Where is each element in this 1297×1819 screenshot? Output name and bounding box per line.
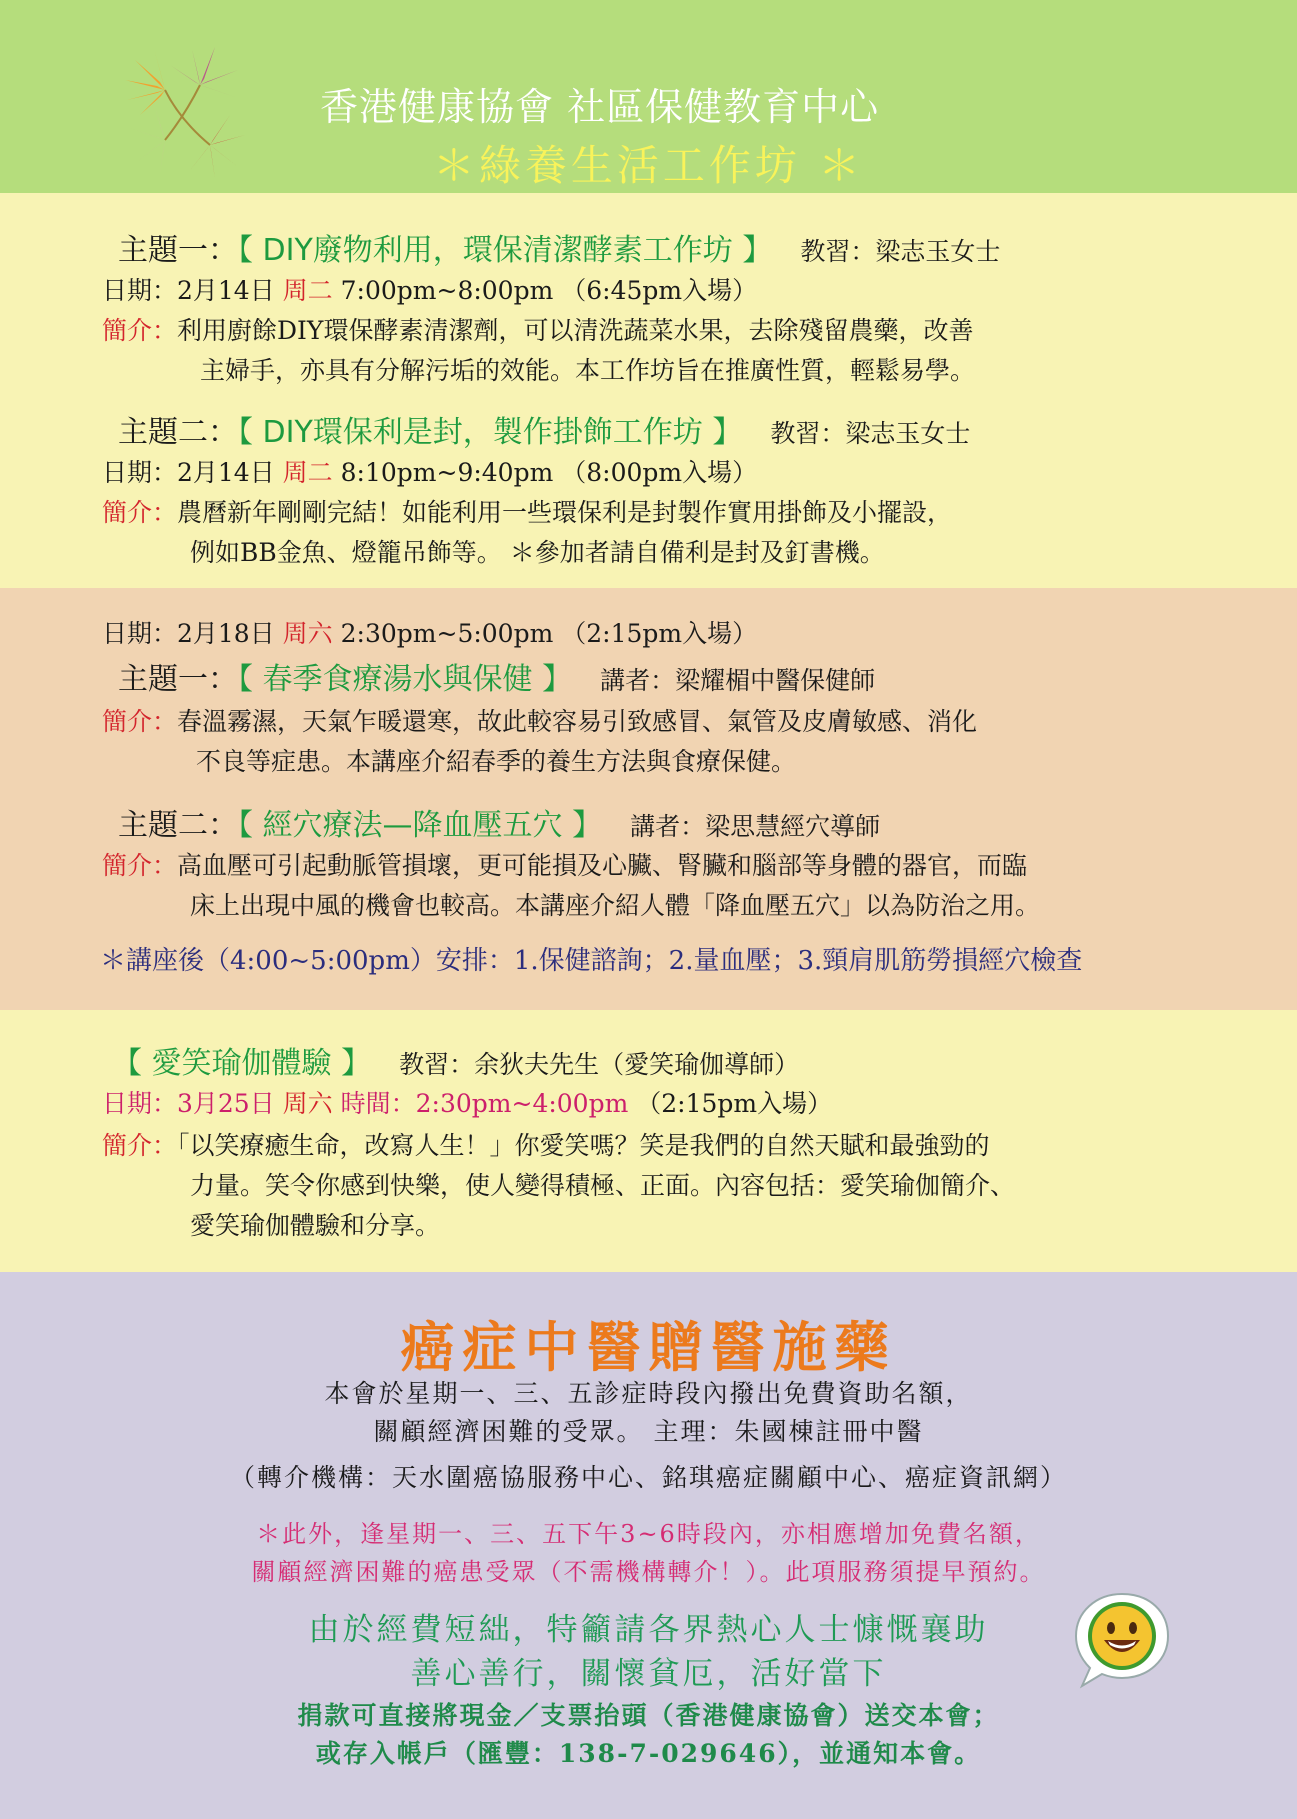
instructor-text: 教習：梁志玉女士 — [770, 419, 971, 448]
time-text: 2:30pm~5:00pm （2:15pm入場） — [340, 619, 758, 648]
intro-line — [102, 493, 952, 529]
date-prefix: 日期：2月18日 — [102, 619, 275, 648]
intro-line — [102, 311, 973, 347]
topic-title: 【 DIY環保利是封，製作掛飾工作坊 】 — [238, 415, 743, 450]
topic-label: 主題一： — [118, 233, 238, 268]
org-title: 香港健康協會 社區保健教育中心 — [320, 85, 880, 129]
donation-instructions: 捐款可直接將現金／支票抬頭（香港健康協會）送交本會； — [297, 1701, 1000, 1730]
extra-quota-note: ＊此外，逢星期一、三、五下午3~6時段內，亦相應增加免費名額， — [256, 1520, 1041, 1548]
header-band — [0, 0, 1297, 193]
speaker-text: 講者：梁思慧經穴導師 — [630, 812, 881, 841]
intro-text: 利用廚餘DIY環保酵素清潔劑，可以清洗蔬菜水果，去除殘留農藥，改善 — [177, 316, 974, 345]
instructor-text: 教習：梁志玉女士 — [800, 237, 1001, 266]
topic-heading — [118, 407, 970, 451]
topic-title: 【 DIY廢物利用，環保清潔酵素工作坊 】 — [238, 233, 773, 268]
cancer-tcm-title: 癌症中醫贈醫施藥 — [400, 1315, 897, 1379]
intro-text: 「以笑療癒生命，改寫人生！」你愛笑嗎？笑是我們的自然天賦和最強勁的 — [177, 1131, 990, 1160]
topic-label: 主題二： — [118, 415, 238, 450]
section-workshops-feb14 — [0, 193, 1297, 588]
smiley-chat-icon — [1072, 1590, 1172, 1690]
workshop-subtitle: ＊綠養生活工作坊 ＊ — [432, 141, 865, 190]
topic-title: 【 愛笑瑜伽體驗 】 — [112, 1046, 372, 1081]
intro-text-cont: 力量。笑令你感到快樂，使人變得積極、正面。內容包括：愛笑瑜伽簡介、 — [190, 1171, 1016, 1200]
instructor-text: 教習：余狄夫先生（愛笑瑜伽導師） — [399, 1050, 800, 1079]
intro-text-cont: 例如BB金魚、燈籠吊飾等。 ＊參加者請自備利是封及釘書機。 — [190, 538, 885, 567]
intro-label: 簡介： — [102, 1131, 178, 1160]
topic-title: 【 春季食療湯水與保健 】 — [238, 662, 573, 697]
date-line — [102, 453, 757, 489]
post-talk-note: ＊講座後（4:00~5:00pm）安排：1.保健諮詢；2.量血壓；3.頸肩肌筋勞損經穴檢查 — [100, 946, 1083, 976]
time-text: 8:10pm~9:40pm （8:00pm入場） — [340, 458, 758, 487]
topic-heading — [112, 1038, 799, 1082]
entry-time: （2:15pm入場） — [636, 1089, 833, 1118]
intro-text-cont: 愛笑瑜伽體驗和分享。 — [190, 1211, 441, 1240]
referral-agencies: （轉介機構：天水圍癌協服務中心、銘琪癌症關顧中心、癌症資訊網） — [229, 1463, 1067, 1492]
date-prefix: 日期：2月14日 — [102, 276, 275, 305]
date-prefix: 日期：2月14日 — [102, 458, 275, 487]
speaker-text: 講者：梁耀楣中醫保健師 — [600, 666, 876, 695]
donation-appeal: 由於經費短絀，特籲請各界熱心人士慷慨襄助 — [308, 1612, 989, 1648]
topic-heading — [118, 654, 875, 698]
intro-label: 簡介： — [102, 498, 178, 527]
intro-text-cont: 床上出現中風的機會也較高。本講座介紹人體「降血壓五穴」以為防治之用。 — [190, 891, 1041, 920]
intro-line — [102, 846, 1027, 882]
intro-line — [102, 1126, 990, 1162]
date-line — [102, 614, 757, 650]
intro-text: 高血壓可引起動脈管損壞，更可能損及心臟、腎臟和腦部等身體的器官，而臨 — [177, 851, 1028, 880]
intro-label: 簡介： — [102, 851, 178, 880]
time-text: 7:00pm~8:00pm （6:45pm入場） — [340, 276, 758, 305]
service-line: 本會於星期一、三、五診症時段內撥出免費資助名額， — [324, 1379, 973, 1408]
topic-heading — [118, 800, 880, 844]
intro-label: 簡介： — [102, 707, 178, 736]
bank-account: 或存入帳戶（匯豐：138-7-029646），並通知本會。 — [315, 1739, 982, 1768]
intro-text-cont: 不良等症患。本講座介紹春季的養生方法與食療保健。 — [196, 747, 797, 776]
topic-title: 【 經穴療法—降血壓五穴 】 — [238, 808, 603, 843]
section-laughter-yoga — [0, 1010, 1297, 1272]
donation-appeal: 善心善行，關懷貧厄，活好當下 — [410, 1656, 887, 1692]
extra-quota-note: 關顧經濟困難的癌患受眾（不需機構轉介！）。此項服務須提早預約。 — [251, 1558, 1046, 1586]
topic-label: 主題一： — [118, 662, 238, 697]
time-text: 時間：2:30pm~4:00pm — [340, 1089, 629, 1118]
topic-label: 主題二： — [118, 808, 238, 843]
date-prefix: 日期：3月25日 — [102, 1089, 275, 1118]
section-talks-feb18 — [0, 588, 1297, 1010]
intro-text: 農曆新年剛剛完結！如能利用一些環保利是封製作實用掛飾及小擺設， — [177, 498, 953, 527]
topic-heading — [118, 225, 1000, 269]
intro-text: 春溫霧濕，天氣乍暖還寒，故此較容易引致感冒、氣管及皮膚敏感、消化 — [177, 707, 978, 736]
date-line — [102, 271, 757, 307]
intro-line — [102, 702, 977, 738]
intro-text-cont: 主婦手，亦具有分解污垢的效能。本工作坊旨在推廣性質，輕鬆易學。 — [200, 356, 976, 385]
intro-label: 簡介： — [102, 316, 178, 345]
weekday: 周六 — [282, 1089, 333, 1118]
weekday: 周二 — [282, 458, 333, 487]
date-line — [102, 1084, 832, 1120]
weekday: 周二 — [282, 276, 333, 305]
weekday: 周六 — [282, 619, 333, 648]
service-line: 關顧經濟困難的受眾。 主理：朱國棟註冊中醫 — [373, 1417, 924, 1446]
